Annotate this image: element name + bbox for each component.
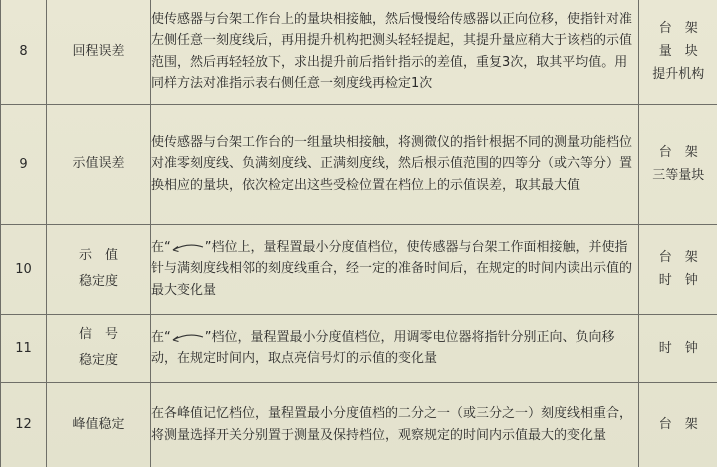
range-switch-icon — [171, 241, 205, 253]
item-name-line: 示 值 — [78, 248, 118, 263]
equipment-line: 三等量块 — [652, 168, 705, 183]
item-method: 使传感器与台架工作台的一组量块相接触，将测微仪的指针根据不同的测量功能档位对准零刻度线、负满刻度线、正满刻度线，然后根示值范围的四等分（或六等分）置换相应的量块，依次检定出这些受检位置在档位上的示值误差，取其最大值 — [151, 104, 639, 224]
item-name: 峰值稳定 — [47, 382, 151, 467]
equipment-line: 量 块 — [658, 44, 698, 60]
equipment-line: 时 钟 — [658, 340, 698, 356]
item-method — [151, 314, 639, 382]
item-number: 9 — [1, 104, 47, 224]
item-method — [151, 224, 639, 314]
item-name-line: 信 号 — [78, 327, 118, 342]
item-name-line: 稳定度 — [78, 274, 118, 289]
method-text-post: ”档位，量程置最小分度值档位，用调零电位器将指针分别正向、负向移动，在规定时间内，取点亮信号灯的示值的变化量 — [151, 329, 615, 366]
equipment-line: 台 架 — [658, 417, 698, 433]
table-row — [1, 104, 717, 224]
item-equipment — [639, 224, 717, 314]
item-equipment — [639, 314, 717, 382]
item-name — [47, 314, 151, 382]
item-name: 回程误差 — [47, 0, 151, 104]
item-number: 10 — [1, 224, 47, 314]
item-equipment — [639, 382, 717, 467]
item-method: 在各峰值记忆档位，量程置最小分度值档的二分之一（或三分之一）刻度线相重合，将测量选择开关分别置于测量及保持档位，观察规定的时间内示值最大的变化量 — [151, 382, 639, 467]
item-name-line: 稳定度 — [78, 353, 118, 368]
method-text-pre: 在“ — [151, 329, 171, 345]
table-row — [1, 224, 717, 314]
item-method: 使传感器与台架工作台上的量块相接触，然后慢慢给传感器以正向位移，使指针对准左侧任意一刻度线后，再用提升机构把测头轻轻提起，其提升量应稍大于该档的示值范围，然后再轻轻放下，求出提升前后指针指示的差值，重复3次，取其平均值。用同样方法对准指示表右侧任意一刻度线再检定1次 — [151, 0, 639, 104]
method-text-post: ”档位上，量程置最小分度值档位，使传感器与台架工作面相接触，并使指针与满刻度线相邻的刻度线重合，经一定的准备时间后，在规定的时间内读出示值的最大变化量 — [151, 239, 633, 298]
equipment-line: 台 架 — [658, 21, 698, 37]
item-equipment — [639, 104, 717, 224]
table-row — [1, 382, 717, 467]
equipment-line: 提升机构 — [652, 67, 705, 83]
item-name — [47, 224, 151, 314]
table-row — [1, 314, 717, 382]
range-switch-icon — [171, 331, 205, 343]
item-number: 8 — [1, 0, 47, 104]
item-equipment — [639, 0, 717, 104]
equipment-line: 时 钟 — [658, 273, 698, 288]
equipment-line: 台 架 — [658, 250, 698, 265]
item-number: 11 — [1, 314, 47, 382]
table-row — [1, 0, 717, 104]
item-number: 12 — [1, 382, 47, 467]
equipment-line: 台 架 — [658, 145, 698, 160]
item-name: 示值误差 — [47, 104, 151, 224]
method-text-pre: 在“ — [151, 239, 171, 255]
